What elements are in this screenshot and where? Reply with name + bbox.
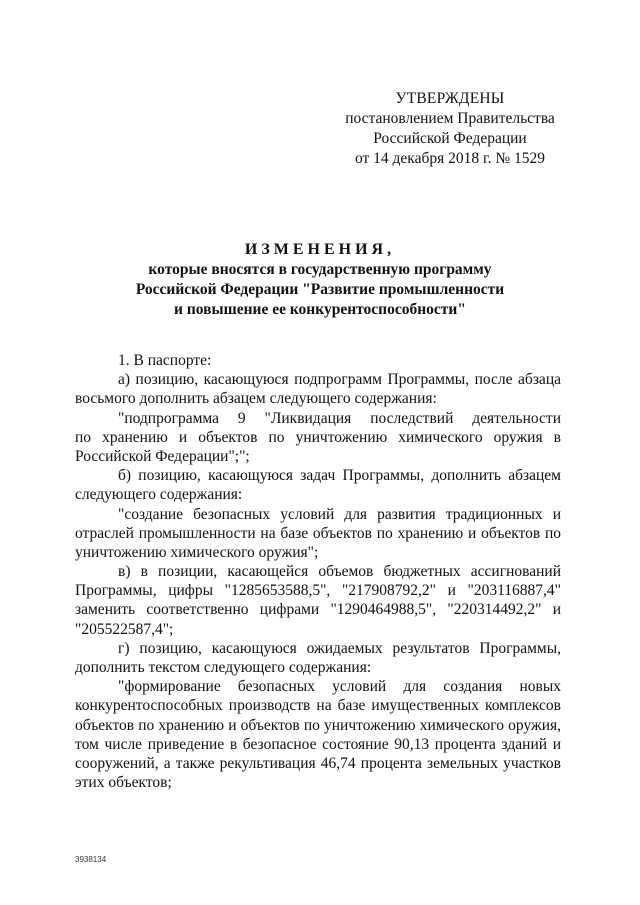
- approval-block: [330, 89, 570, 169]
- body-line: Российской Федерации";";: [75, 447, 250, 465]
- title-main: ИЗМЕНЕНИЯ,: [244, 241, 396, 258]
- body-line: дополнить текстом следующего содержания:: [75, 659, 372, 676]
- document-code: 3938134: [75, 855, 107, 864]
- document-title: [75, 240, 565, 320]
- body-line: отраслей промышленности на базе объектов по хранению и объектов по: [75, 524, 561, 542]
- body-line: г) позицию, касающуюся ожидаемых результатов Программы,: [118, 639, 561, 657]
- body-line: "подпрограмма 9 "Ликвидация последствий деятельности: [118, 409, 561, 427]
- body-line: б) позицию, касающуюся задач Программы, дополнить абзацем: [118, 467, 561, 485]
- body-line: "создание безопасных условий для развития традиционных и: [118, 505, 561, 523]
- body-line: том числе приведение в безопасное состояние 90,13 процента зданий и: [75, 735, 561, 753]
- body-line: "формирование безопасных условий для создания новых: [118, 678, 561, 696]
- approval-line-2: Российской Федерации: [373, 130, 527, 147]
- document-body: [75, 351, 561, 792]
- body-line: восьмого дополнить абзацем следующего содержания:: [75, 390, 437, 408]
- body-line: в) в позиции, касающейся объемов бюджетных ассигнований: [118, 563, 561, 581]
- body-line: Программы, цифры "1285653588,5", "217908792,2" и "203116887,4": [75, 582, 561, 600]
- body-line: сооружений, а также рекультивация 46,74 процента земельных участков: [75, 754, 561, 772]
- title-line-2: Российской Федерации "Развитие промышленности: [135, 281, 505, 298]
- body-line: объектов по хранению и объектов по уничтожению химического оружия,: [75, 716, 561, 734]
- body-line: а) позицию, касающуюся подпрограмм Программы, после абзаца: [118, 371, 561, 389]
- title-line-1: которые вносятся в государственную программу: [148, 261, 492, 278]
- body-line: 1. В паспорте:: [118, 352, 212, 369]
- body-line: уничтожению химического оружия";: [75, 543, 319, 561]
- body-line: по хранению и объектов по уничтожению химического оружия в: [75, 428, 561, 446]
- approval-word: УТВЕРЖДЕНЫ: [395, 90, 505, 107]
- body-line: этих объектов;: [75, 774, 172, 792]
- body-line: "205522587,4";: [75, 620, 174, 638]
- approval-line-3: от 14 декабря 2018 г. № 1529: [354, 150, 546, 167]
- body-line: следующего содержания:: [75, 486, 243, 504]
- approval-line-1: постановлением Правительства: [345, 110, 555, 127]
- body-line: заменить соответственно цифрами "1290464988,5", "220314492,2" и: [75, 601, 561, 619]
- title-line-3: и повышение ее конкурентоспособности": [174, 301, 466, 318]
- body-line: конкурентоспособных производств на базе имущественных комплексов: [75, 697, 561, 715]
